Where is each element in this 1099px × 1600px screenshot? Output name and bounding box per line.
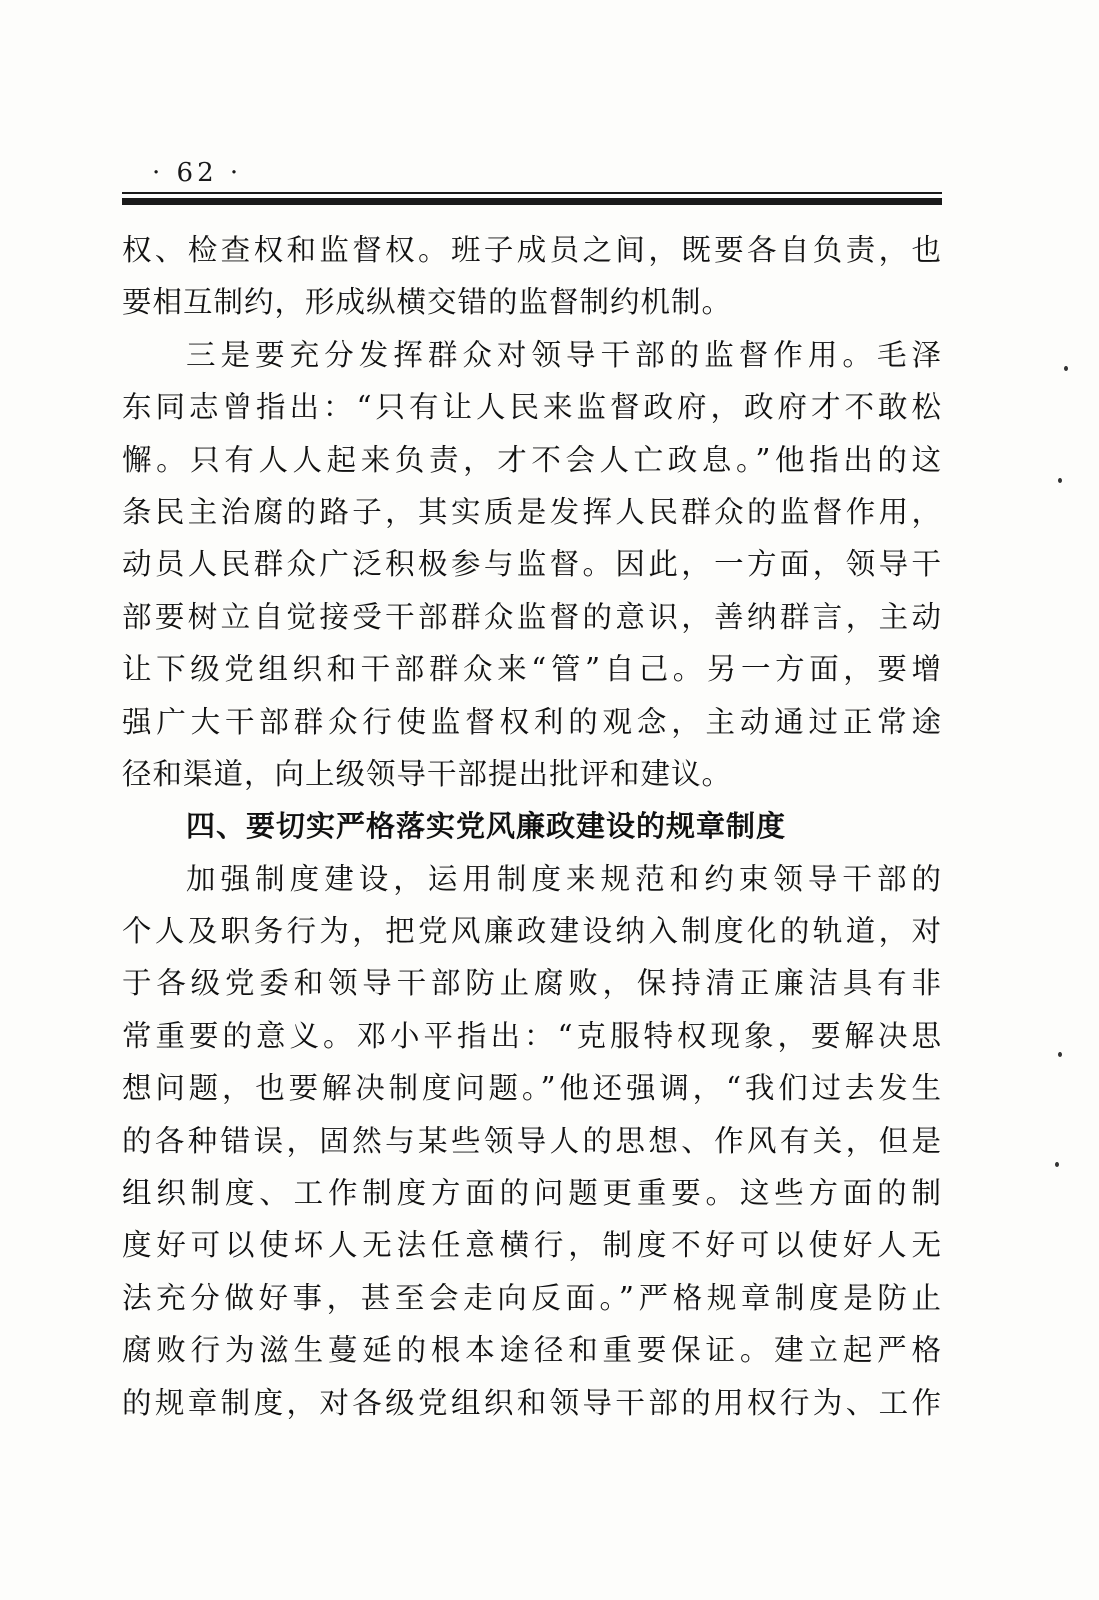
scan-speck [1064,366,1068,371]
text-line: 想问题，也要解决制度问题。”他还强调，“我们过去发生 [122,1071,942,1106]
text-line: 权、检查权和监督权。班子成员之间，既要各自负责，也 [122,233,942,267]
body-text [122,224,942,1429]
text-line: 加强制度建设，运用制度来规范和约束领导干部的 [186,861,942,896]
text-line: 的各种错误，固然与某些领导人的思想、作风有关，但是 [122,1123,942,1158]
text-line: 要相互制约，形成纵横交错的监督制约机制。 [122,285,733,320]
header-rule [122,192,942,208]
text-line: 度好可以使坏人无法任意横行，制度不好可以使好人无 [122,1228,942,1263]
text-line: 腐败行为滋生蔓延的根本途径和重要保证。建立起严格 [122,1333,942,1368]
text-line: 动员人民群众广泛积极参与监督。因此，一方面，领导干 [122,547,942,582]
scan-speck [1058,478,1062,483]
scan-speck [1058,1052,1062,1057]
text-line: 于各级党委和领导干部防止腐败，保持清正廉洁具有非 [122,966,942,1001]
text-line: 法充分做好事，甚至会走向反面。”严格规章制度是防止 [122,1280,942,1315]
text-line: 三是要充分发挥群众对领导干部的监督作用。毛泽 [186,337,942,372]
text-line: 懈。只有人人起来负责，才不会人亡政息。”他指出的这 [122,442,942,477]
text-line: 组织制度、工作制度方面的问题更重要。这些方面的制 [122,1176,942,1211]
text-line: 径和渠道，向上级领导干部提出批评和建议。 [122,756,733,791]
text-line: 条民主治腐的路子，其实质是发挥人民群众的监督作用， [122,494,942,529]
page-number: · 62 · [152,158,243,188]
text-line: 的规章制度，对各级党组织和领导干部的用权行为、工作 [122,1385,942,1420]
text-line: 常重要的意义。邓小平指出：“克服特权现象，要解决思 [122,1018,942,1053]
scan-speck [1055,1162,1059,1167]
text-line: 东同志曾指出：“只有让人民来监督政府，政府才不敢松 [122,390,942,425]
text-line: 部要树立自觉接受干部群众监督的意识，善纳群言，主动 [122,599,942,634]
text-line: 强广大干部群众行使监督权利的观念，主动通过正常途 [122,704,942,739]
section-heading: 四、要切实严格落实党风廉政建设的规章制度 [186,809,787,844]
text-line: 个人及职务行为，把党风廉政建设纳入制度化的轨道，对 [122,914,942,949]
text-line: 让下级党组织和干部群众来“管”自己。另一方面，要增 [122,652,942,687]
